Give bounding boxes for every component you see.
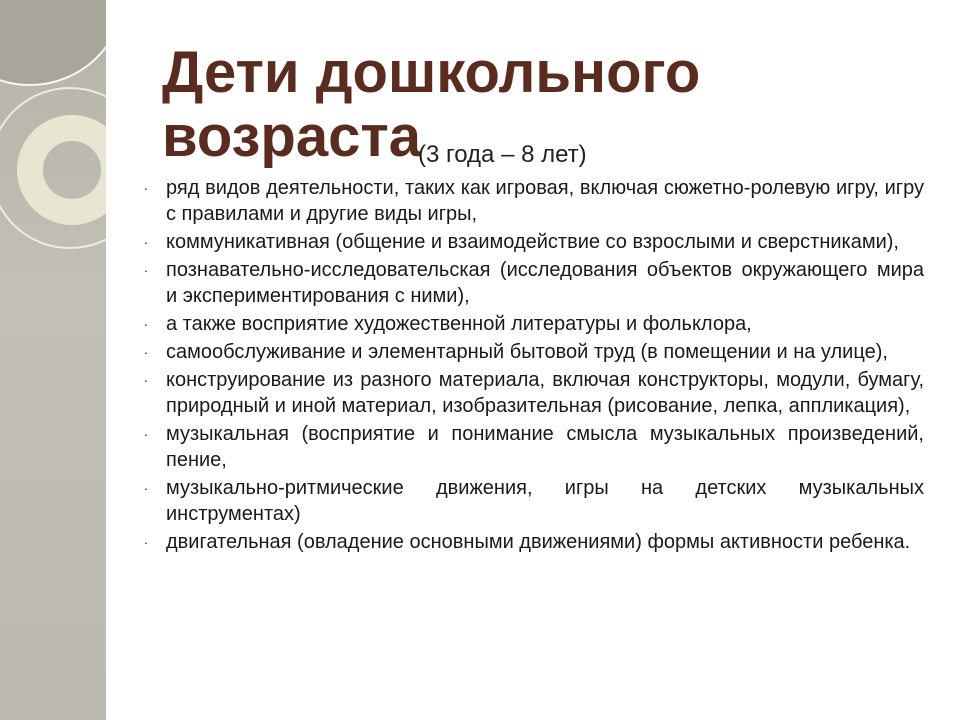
- list-item-text: коммуникативная (общение и взаимодействие со взрослыми и сверстниками),: [166, 231, 899, 253]
- list-item: [140, 229, 924, 255]
- list-item-text: а также восприятие художественной литературы и фольклора,: [166, 313, 752, 335]
- list-item-text: самообслуживание и элементарный бытовой труд (в помещении и на улице),: [166, 341, 888, 363]
- activity-list: [140, 175, 924, 557]
- list-item: [140, 257, 924, 309]
- slide-title-line-2: возраста: [162, 104, 421, 169]
- list-item: [140, 175, 924, 227]
- list-item-text: двигательная (овладение основными движениями) формы активности ребенка.: [166, 531, 911, 553]
- slide-title-line-1: Дети дошкольного: [162, 40, 701, 105]
- list-item-text: музыкально-ритмические движения, игры на детских музыкальных инструментах): [166, 477, 924, 525]
- list-item: [140, 311, 924, 337]
- bullet-icon: ·: [143, 262, 149, 278]
- list-item: [140, 367, 924, 419]
- bullet-icon: ·: [143, 534, 149, 550]
- list-item-text: музыкальная (восприятие и понимание смысла музыкальных произведений, пение,: [166, 423, 924, 471]
- slide-subtitle: (3 года – 8 лет): [418, 141, 587, 168]
- list-item-text: конструирование из разного материала, включая конструкторы, модули, бумагу, природный и иной материал, изобразительная (рисование, лепка, аппликация),: [166, 369, 924, 417]
- list-item: [140, 421, 924, 473]
- decor-circle-dark: [0, 0, 106, 85]
- list-item: [140, 475, 924, 527]
- decorative-sidebar: [0, 0, 106, 720]
- bullet-icon: ·: [143, 344, 149, 360]
- bullet-icon: ·: [143, 234, 149, 250]
- bullet-icon: ·: [143, 426, 149, 442]
- bullet-icon: ·: [143, 180, 149, 196]
- decor-ring: [30, 128, 106, 212]
- bullet-icon: ·: [143, 316, 149, 332]
- list-item-text: ряд видов деятельности, таких как игровая, включая сюжетно-ролевую игру, игру с правилами и другие виды игры,: [166, 177, 924, 225]
- bullet-icon: ·: [143, 372, 149, 388]
- list-item: [140, 339, 924, 365]
- list-item-text: познавательно-исследовательская (исследования объектов окружающего мира и экспериментирования с ними),: [166, 259, 924, 307]
- bullet-icon: ·: [143, 480, 149, 496]
- decor-arc-line: [0, 88, 106, 248]
- list-item: [140, 529, 924, 555]
- decorative-circles: [0, 0, 106, 720]
